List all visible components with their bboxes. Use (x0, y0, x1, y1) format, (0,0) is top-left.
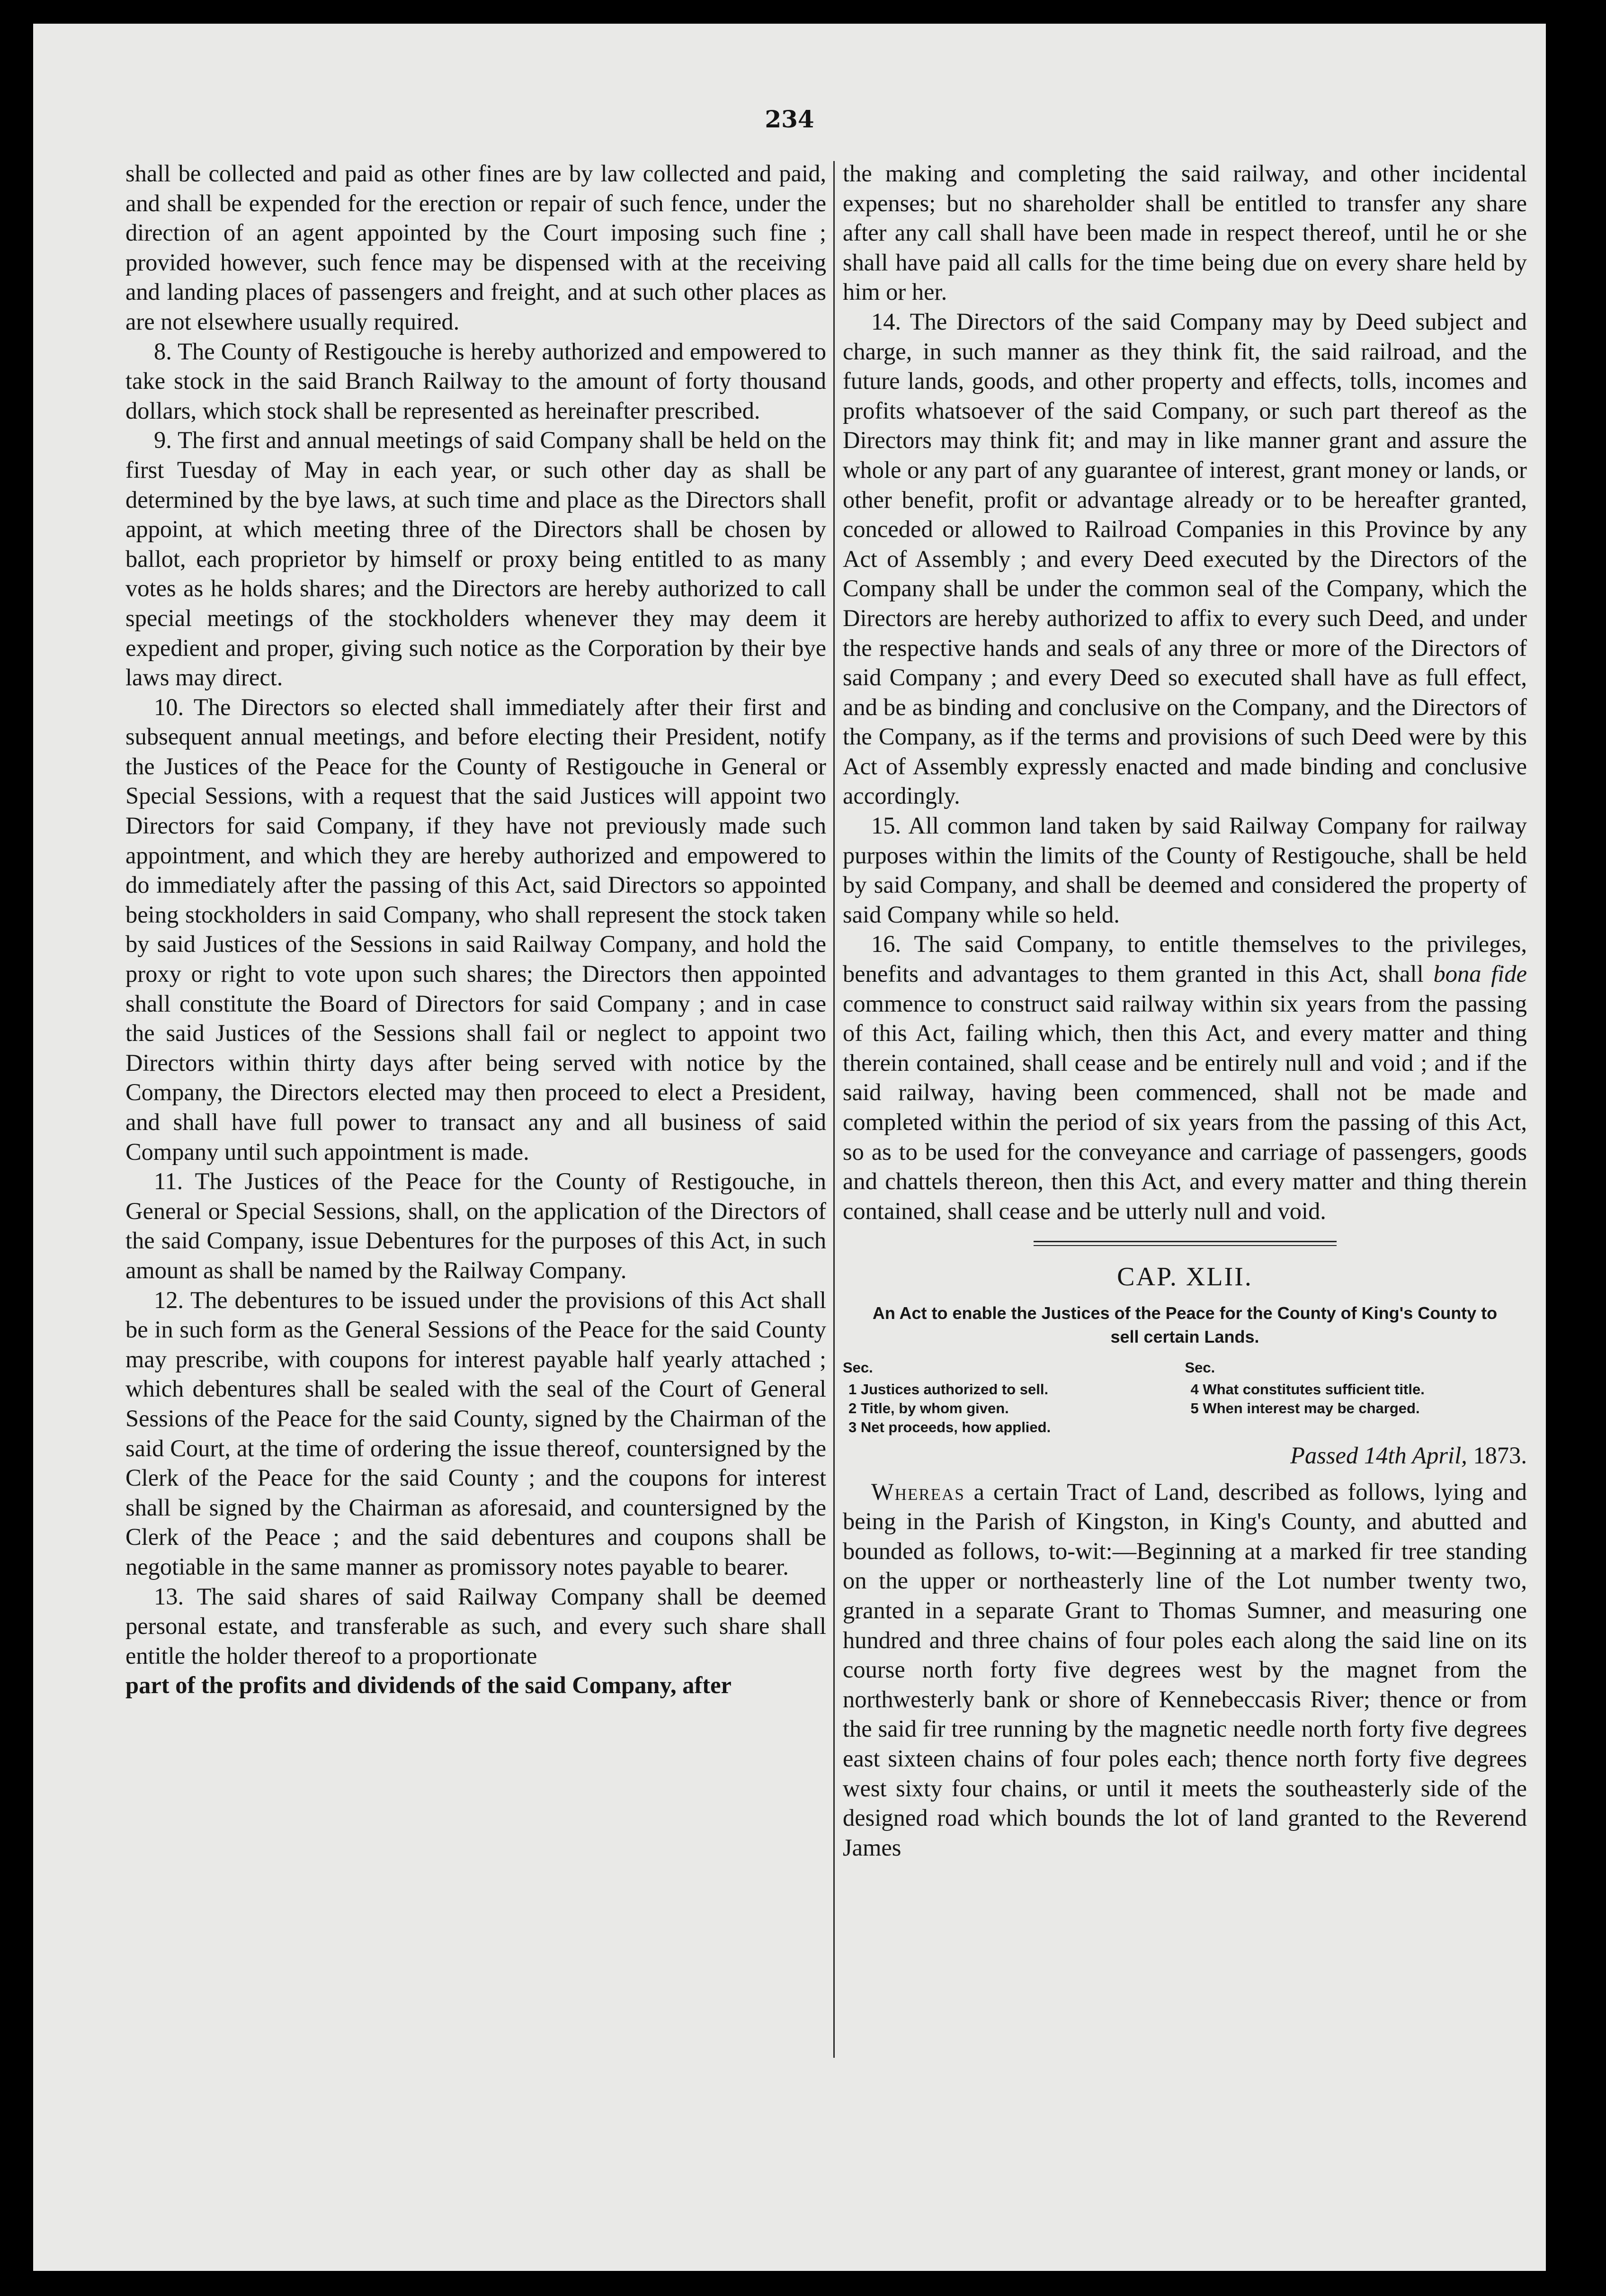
section-index-header: Sec. (1185, 1359, 1215, 1376)
section-index-item: 2 Title, by whom given. (848, 1399, 1009, 1417)
section-index-left (843, 1358, 1185, 1437)
section-13: 13. The said shares of said Railway Company shall be deemed personal estate, and transferable as such, and every such share shall entitle the holder thereof to a proportionate (125, 1583, 826, 1669)
section-index-header: Sec. (843, 1359, 873, 1376)
section-index-item: 5 When interest may be charged. (1190, 1399, 1420, 1417)
chapter-separator-rule (1034, 1241, 1337, 1246)
passed-date (843, 1441, 1527, 1471)
section-11: 11. The Justices of the Peace for the County of Restigouche, in General or Special Sessions, shall, on the application of the Directors of the said Company, issue Debentures for the purposes of this Act, in such amount as shall be named by the Railway Company. (125, 1168, 826, 1283)
section-16 (843, 929, 1527, 1226)
section-index-item: 1 Justices authorized to sell. (848, 1381, 1049, 1398)
section-16-text-a: 16. The said Company, to entitle themselves to the privileges, benefits and advantages to them granted in this Act, shall (843, 931, 1527, 987)
section-index (843, 1358, 1527, 1437)
left-column (125, 159, 826, 1700)
section-13-last-line: part of the profits and dividends of the said Company, after (125, 1672, 732, 1699)
section-12: 12. The debentures to be issued under the provisions of this Act shall be in such form as the General Sessions of the Peace for the said County may prescribe, with coupons for interest payable half yearly attached ; which debentures shall be sealed with the seal of the Court of General Sessions of the Peace for the said County, signed by the Chairman of the said Court, at the time of ordering the issue thereof, countersigned by the Clerk of the Peace for the said County ; and the coupons for interest shall be signed by the Chairman as aforesaid, and countersigned by the Clerk of the Peace ; and the said debentures and coupons shall be negotiable in the same manner as promissory notes payable to bearer. (125, 1286, 826, 1580)
section-index-item: 4 What constitutes sufficient title. (1190, 1381, 1425, 1398)
act-title: An Act to enable the Justices of the Peace for the County of King's County to sell certain Lands. (872, 1303, 1498, 1346)
page-number: 234 (765, 105, 814, 133)
section-index-item: 3 Net proceeds, how applied. (848, 1418, 1051, 1435)
column-divider (833, 161, 835, 2058)
document-page (33, 24, 1546, 2271)
paragraph-continuation: shall be collected and paid as other fines are by law collected and paid, and shall be expended for the erection or repair of such fence, under the direction of an agent appointed by the Court imposing such fine ; provided however, such fence may be dispensed with at the receiving and landing places of passengers and freight, and at such other places as are not elsewhere usually required. (125, 160, 826, 335)
whereas-paragraph (843, 1477, 1527, 1863)
paragraph-continuation: the making and completing the said railway, and other incidental expenses; but no shareholder shall be entitled to transfer any share after any call shall have been made in respect thereof, until he or she shall have paid all calls for the time being due on every share held by him or her. (843, 160, 1527, 305)
section-10: 10. The Directors so elected shall immediately after their first and subsequent annual meetings, and before electing their President, notify the Justices of the Peace for the County of Restigouche in General or Special Sessions, with a request that the said Justices will appoint two Directors for said Company, if they have not previously made such appointment, and which they are hereby authorized and empowered to do immediately after the passing of this Act, said Directors so appointed being stockholders in said Company, who shall represent the stock taken by said Justices of the Sessions in said Railway Company, and hold the proxy or right to vote upon such shares; the Directors then appointed shall constitute the Board of Directors for said Company ; and in case the said Justices of the Sessions shall fail or neglect to appoint two Directors within thirty days after being served with notice by the Company, the Directors elected may then proceed to elect a President, and shall have full power to transact any and all business of said Company until such appointment is made. (125, 693, 826, 1165)
section-15: 15. All common land taken by said Railway Company for railway purposes within the limits of the County of Restigouche, shall be held by said Company, and shall be deemed and considered the property of said Company while so held. (843, 812, 1527, 928)
chapter-title: CAP. XLII. (1117, 1262, 1253, 1292)
section-9: 9. The first and annual meetings of said Company shall be held on the first Tuesday of May in each year, or such other day as shall be determined by the bye laws, at such time and place as the Directors shall appoint, at which meeting three of the Directors shall be chosen by ballot, each proprietor by himself or proxy being entitled to as many votes as he holds shares; and the Directors are hereby authorized to call special meetings of the stockholders whenever they may deem it expedient and proper, giving such notice as the Corporation by their bye laws may direct. (125, 427, 826, 691)
right-column (843, 159, 1527, 1862)
passed-label: Passed 14th April, (1290, 1442, 1467, 1469)
whereas-text: a certain Tract of Land, described as follows, lying and being in the Parish of Kingston, in King's County, and abutted and bounded as follows, to-wit:—Beginning at a marked fir tree standing on the upper or northeasterly line of the Lot number twenty two, granted in a separate Grant to Thomas Sumner, and measuring one hundred and three chains of four poles each along the said line on its course north forty five degrees west by the magnet from the northwesterly bank or shore of Kennebeccasis River; thence or from the said fir tree running by the magnetic needle north forty five degrees east sixteen chains of four poles each; thence north forty five degrees west sixty four chains, or until it meets the southeasterly side of the designed road which bounds the lot of land granted to the Reverend James (843, 1478, 1527, 1861)
section-8: 8. The County of Restigouche is hereby authorized and empowered to take stock in the said Branch Railway to the amount of forty thousand dollars, which stock shall be represented as hereinafter prescribed. (125, 338, 826, 424)
section-16-italic: bona fide (1433, 960, 1527, 987)
whereas-word: Whereas (871, 1478, 965, 1505)
section-14: 14. The Directors of the said Company may by Deed subject and charge, in such manner as they think fit, the said railroad, and the future lands, goods, and other property and effects, tolls, incomes and profits whatsoever of the said Company, or such part thereof as the Directors may think fit; and may in like manner grant and assure the whole or any part of any guarantee of interest, grant money or lands, or other benefit, profit or advantage already or to be hereafter granted, conceded or allowed to Railroad Companies in this Province by any Act of Assembly ; and every Deed executed by the Directors of the Company shall be under the common seal of the Company, which the Directors are hereby authorized to affix to every such Deed, and under the respective hands and seals of any three or more of the Directors of said Company ; and every Deed so executed shall have as full effect, and be as binding and conclusive on the Company, and the Directors of the Company, as if the terms and provisions of such Deed were by this Act of Assembly expressly enacted and made binding and conclusive accordingly. (843, 308, 1527, 809)
passed-year: 1873. (1473, 1442, 1527, 1469)
section-index-right (1185, 1358, 1527, 1437)
section-16-text-b: commence to construct said railway within six years from the passing of this Act, failing which, then this Act, and every matter and thing therein contained, shall cease and be entirely null and void ; and if the said railway, having been commenced, shall not be made and completed within the period of six years from the passing of this Act, so as to be used for the conveyance and carriage of passengers, goods and chattels thereon, then this Act, and every matter and thing therein contained, shall cease and be utterly null and void. (843, 990, 1527, 1224)
